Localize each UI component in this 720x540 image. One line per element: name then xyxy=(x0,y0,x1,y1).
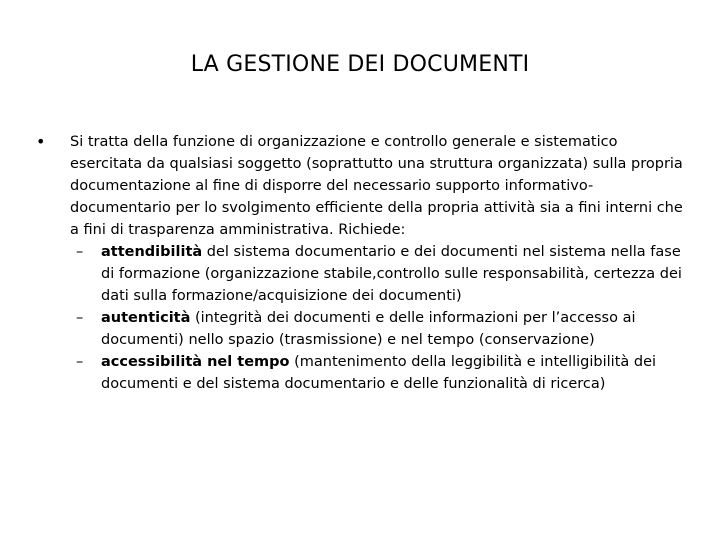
sub-item-text: del sistema documentario e dei documenti nel sistema nella fase di formazione (organizzazione stabile,controllo sulle responsabilità, certezza dei dati sulla formazione/acquisizione dei documenti) xyxy=(101,244,682,304)
sub-item-text: (integrità dei documenti e delle informazioni per l’accesso ai documenti) nello spazio (trasmissione) e nel tempo (conservazione) xyxy=(101,310,636,348)
sub-item-text: (mantenimento della leggibilità e intelligibilità dei documenti e del sistema documentario e delle funzionalità di ricerca) xyxy=(101,354,657,392)
term-label: autenticità xyxy=(101,310,191,326)
dash-marker: – xyxy=(76,244,84,260)
slide-body xyxy=(36,131,686,395)
term-label: attendibilità xyxy=(101,244,203,260)
slide-title: LA GESTIONE DEI DOCUMENTI xyxy=(190,52,530,77)
sub-item-autenticita xyxy=(36,307,686,351)
bullet-marker: • xyxy=(36,132,46,151)
sub-item-accessibilita xyxy=(36,351,686,395)
main-bullet xyxy=(36,131,686,241)
dash-marker: – xyxy=(76,354,84,370)
bullet-text: Si tratta della funzione di organizzazione e controllo generale e sistematico esercitata da qualsiasi soggetto (soprattutto una struttura organizzata) sulla propria documentazione al fine di disporre del necessario supporto informativo-documentario per lo svolgimento efficiente della propria attività sia a fini interni che a fini di trasparenza amministrativa. Richiede: xyxy=(70,134,683,238)
term-label: accessibilità nel tempo xyxy=(101,354,290,370)
sub-item-attendibilita xyxy=(36,241,686,307)
dash-marker: – xyxy=(76,310,84,326)
